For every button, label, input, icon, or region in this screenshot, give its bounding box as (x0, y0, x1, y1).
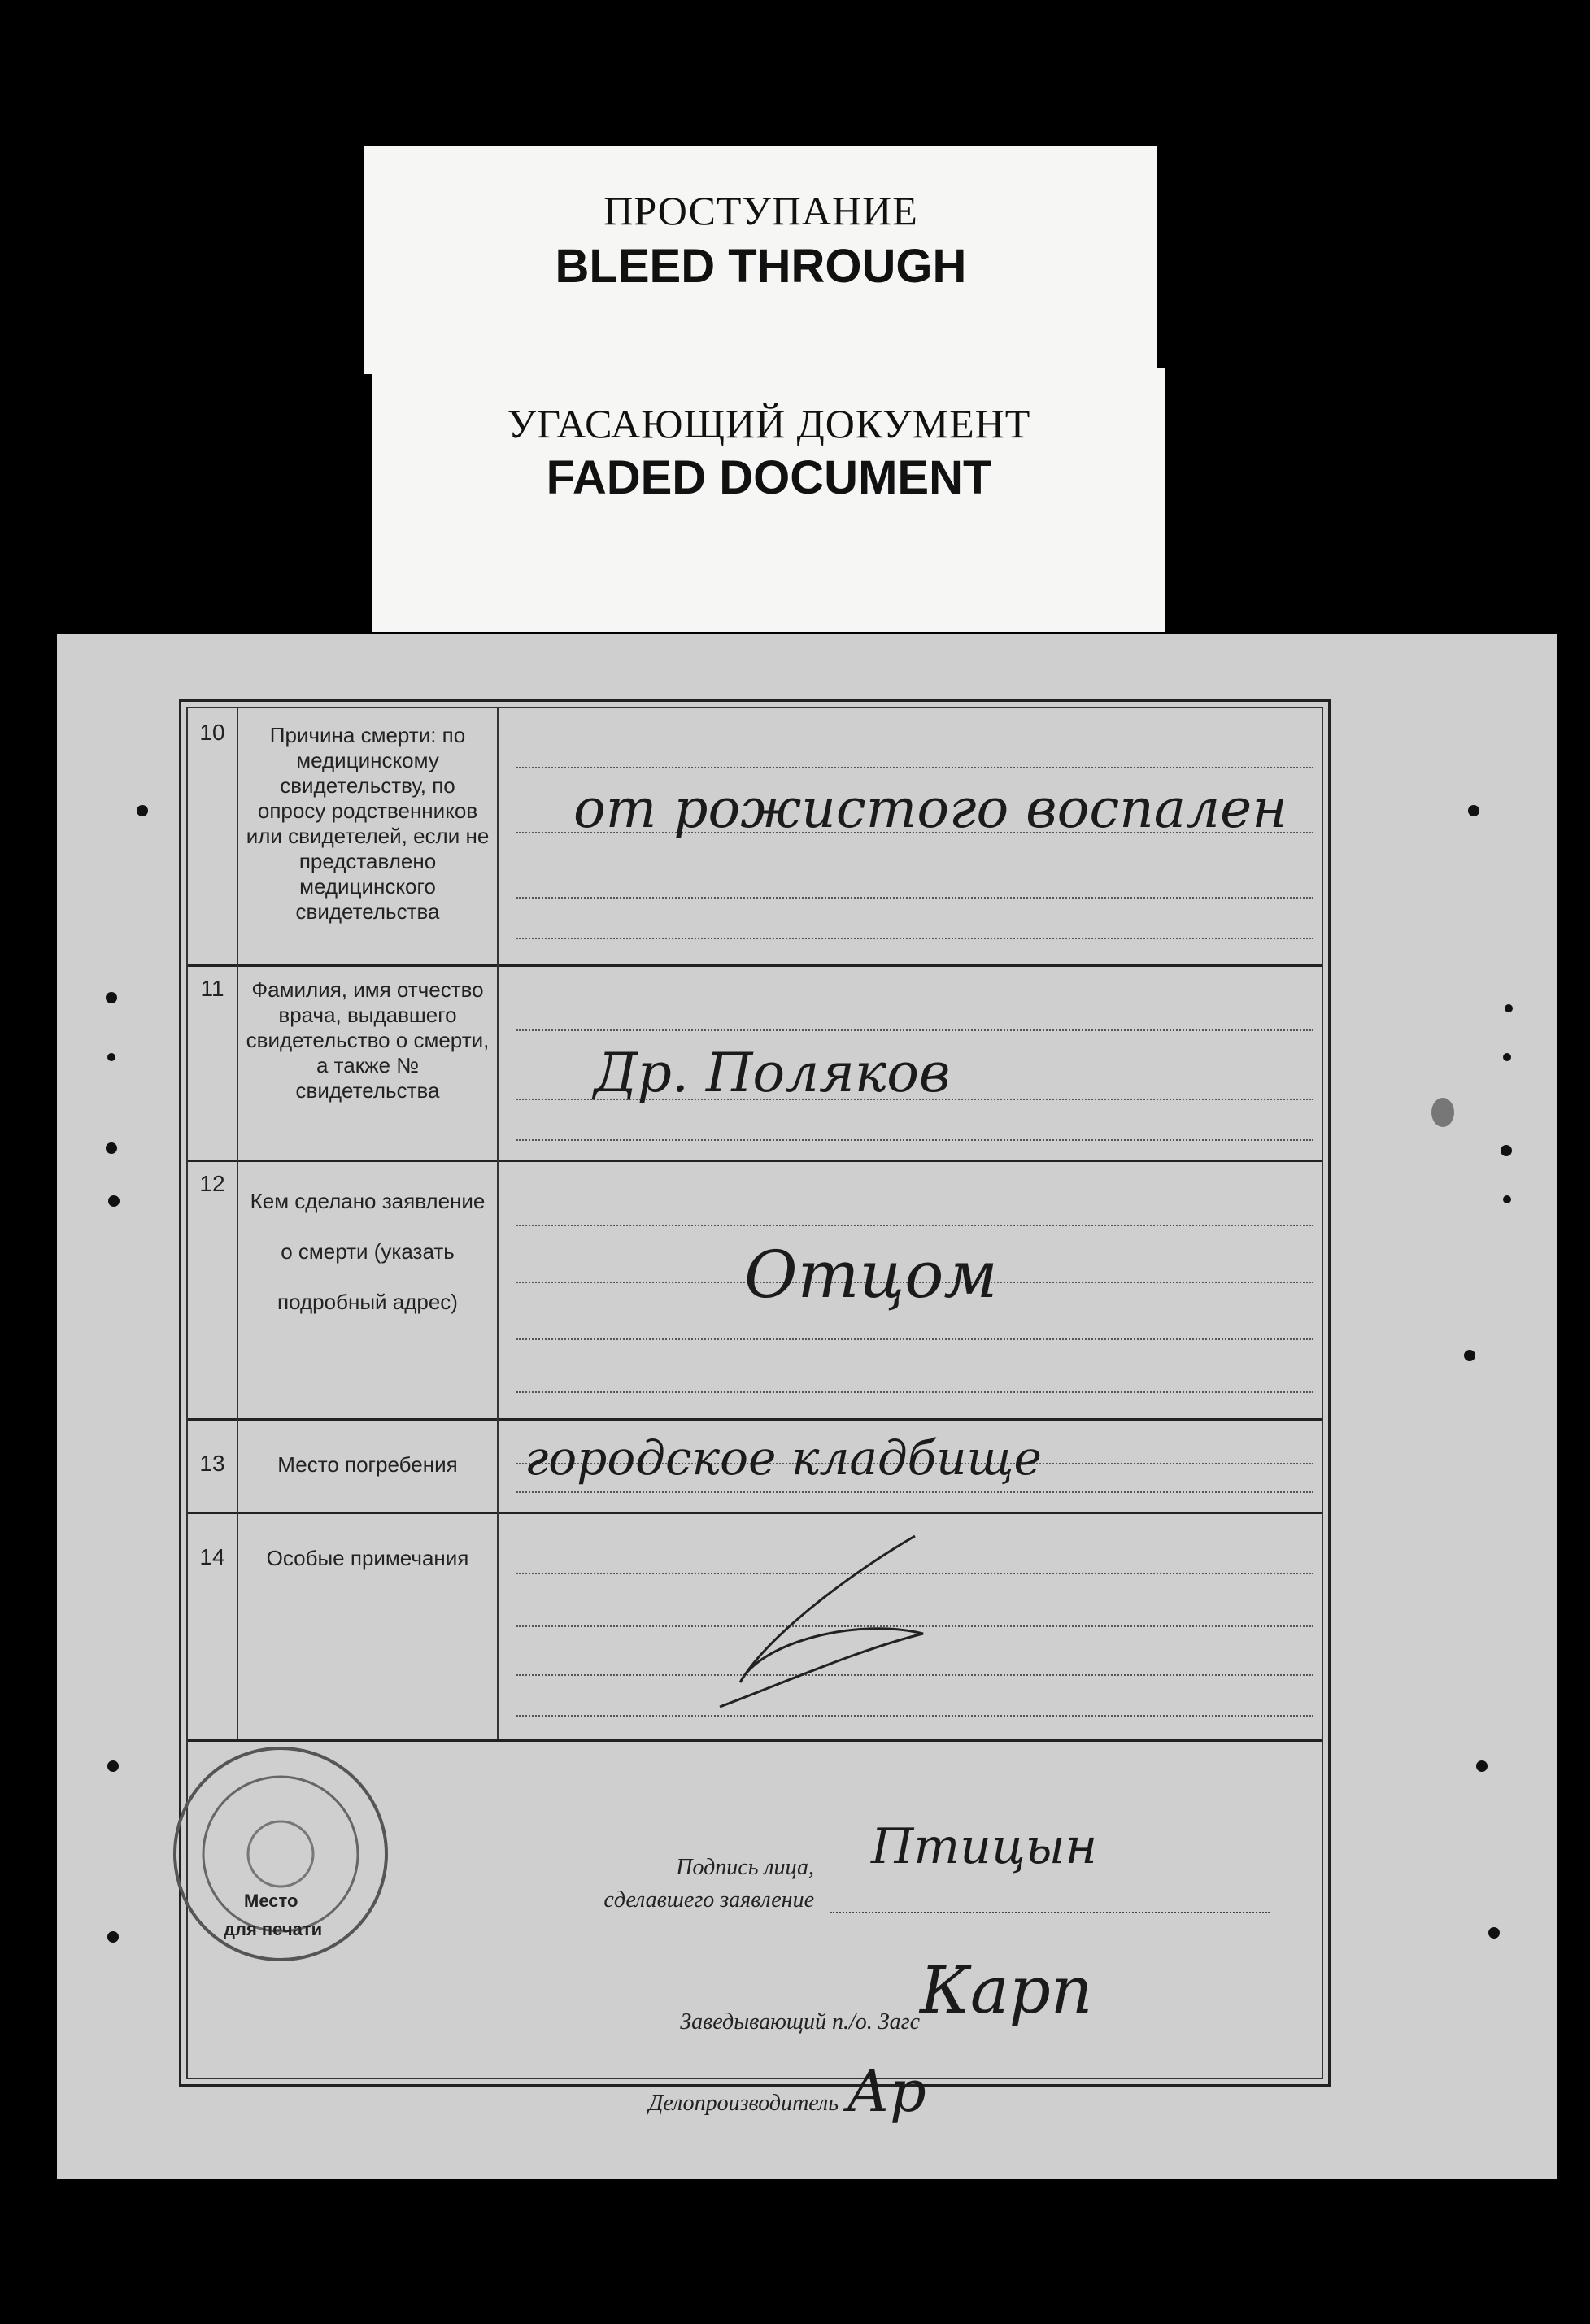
card-title-en: FADED DOCUMENT (546, 451, 992, 504)
row-label: Причина смерти: по медицинскому свидетельству, по опросу родственников или свидетелей, если не представлено медицинского свидетельства (238, 708, 499, 964)
row-label: Место погребения (238, 1418, 499, 1512)
punch-hole (106, 1142, 117, 1154)
document-sheet (57, 634, 1557, 2179)
row-doctor-name (188, 964, 1322, 1162)
punch-hole (1503, 1053, 1511, 1061)
row-field (500, 1418, 1322, 1512)
row-field (500, 1160, 1322, 1418)
punch-hole (107, 1760, 119, 1772)
punch-hole (1464, 1350, 1475, 1361)
punch-hole (1501, 1145, 1512, 1156)
handwritten-entry: Отцом (744, 1237, 998, 1312)
row-label: Кем сделано заявление о смерти (указать подробный адрес) (238, 1160, 499, 1418)
handwritten-entry: Др. Поляков (594, 1042, 951, 1104)
handwritten-entry: городское кладбище (525, 1430, 1042, 1486)
bleed-through-card (364, 146, 1157, 374)
strike-scribble (647, 1520, 988, 1715)
stamp-label: Место (244, 1891, 298, 1911)
row-number: 13 (188, 1418, 238, 1512)
punch-hole (107, 1931, 119, 1943)
punch-hole (1503, 1195, 1511, 1203)
punch-hole (1488, 1927, 1500, 1939)
applicant-signature: Птицын (871, 1818, 1098, 1875)
row-field (500, 1512, 1322, 1739)
row-burial-place (188, 1418, 1322, 1514)
row-special-notes (188, 1512, 1322, 1742)
stamp-label: для печати (224, 1919, 323, 1939)
applicant-label: Подпись лица, (676, 1855, 814, 1880)
punch-hole (1505, 1004, 1513, 1012)
row-field (500, 964, 1322, 1160)
punch-hole (1468, 805, 1479, 816)
punch-hole (1476, 1760, 1488, 1772)
row-cause-of-death (188, 708, 1322, 967)
handwritten-entry: от рожистого воспален (573, 777, 1287, 840)
clerk-label: Делопроизводитель (648, 2091, 839, 2116)
punch-hole (107, 1053, 115, 1061)
row-declarant (188, 1160, 1322, 1421)
row-label: Особые примечания (238, 1512, 499, 1739)
card-title-ru: УГАСАЮЩИЙ ДОКУМЕНТ (507, 401, 1031, 446)
row-number: 10 (188, 708, 238, 964)
head-signature: Карп (920, 1952, 1093, 2028)
row-field (500, 708, 1322, 964)
clerk-signature: Ар (847, 2058, 926, 2125)
row-number: 11 (188, 964, 238, 1160)
stain (1431, 1098, 1454, 1127)
card-title-ru: ПРОСТУПАНИЕ (603, 188, 918, 233)
faded-document-card (372, 368, 1165, 632)
applicant-label: сделавшего заявление (603, 1887, 814, 1913)
card-title-en: BLEED THROUGH (555, 240, 967, 293)
row-number: 14 (188, 1512, 238, 1739)
head-label: Заведывающий п./о. Загс (680, 2009, 920, 2035)
punch-hole (106, 992, 117, 1003)
punch-hole (108, 1195, 120, 1207)
row-number: 12 (188, 1160, 238, 1418)
punch-hole (137, 805, 148, 816)
row-label: Фамилия, имя отчество врача, выдавшего свидетельство о смерти, а также № свидетельства (238, 964, 499, 1160)
